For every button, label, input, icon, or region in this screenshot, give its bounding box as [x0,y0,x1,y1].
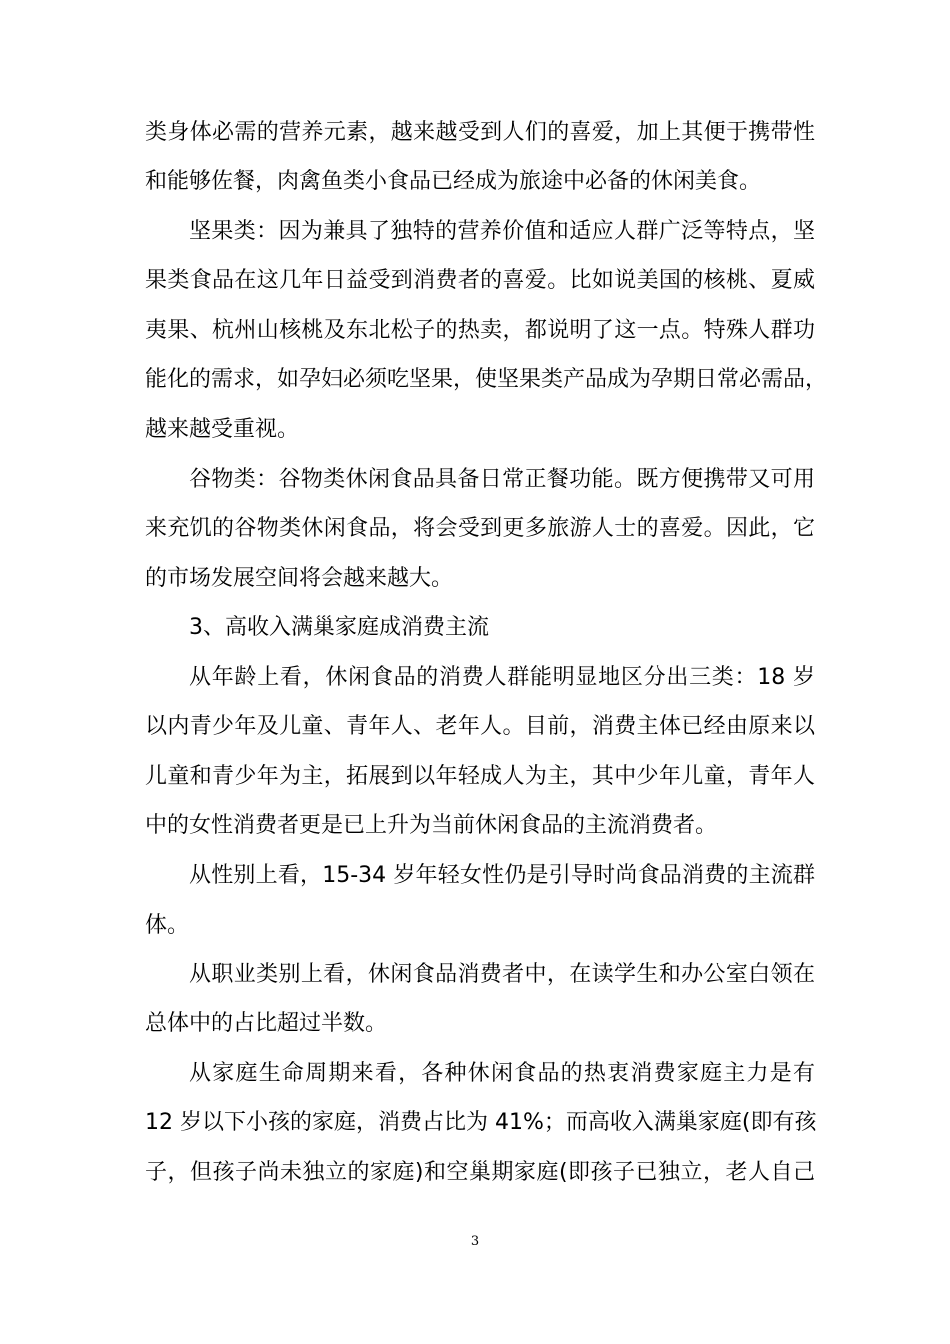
paragraph-line: 体。 [145,913,190,938]
paragraph-line: 从职业类别上看，休闲食品消费者中，在读学生和办公室白领在 [189,962,815,987]
paragraph-line: 从年龄上看，休闲食品的消费人群能明显地区分出三类：18 岁 [189,665,815,690]
paragraph-line: 夷果、杭州山核桃及东北松子的热卖，都说明了这一点。特殊人群功 [145,318,815,343]
paragraph-line: 和能够佐餐，肉禽鱼类小食品已经成为旅途中必备的休闲美食。 [145,169,762,194]
paragraph-line: 谷物类：谷物类休闲食品具备日常正餐功能。既方便携带又可用 [189,467,815,492]
paragraph-line: 能化的需求，如孕妇必须吃坚果，使坚果类产品成为孕期日常必需品， [145,367,828,392]
paragraph-line: 类身体必需的营养元素，越来越受到人们的喜爱，加上其便于携带性 [145,120,815,145]
paragraph-line: 越来越受重视。 [145,417,300,442]
paragraph-line: 从家庭生命周期来看，各种休闲食品的热衷消费家庭主力是有 [189,1061,815,1086]
paragraph-line: 12 岁以下小孩的家庭，消费占比为 41%；而高收入满巢家庭(即有孩 [145,1110,817,1135]
paragraph-line: 以内青少年及儿童、青年人、老年人。目前，消费主体已经由原来以 [145,714,815,739]
paragraph-line: 从性别上看，15-34 岁年轻女性仍是引导时尚食品消费的主流群 [189,863,815,888]
paragraph-line: 果类食品在这几年日益受到消费者的喜爱。比如说美国的核桃、夏威 [145,268,815,293]
paragraph-line: 总体中的占比超过半数。 [145,1011,388,1036]
paragraph-line: 来充饥的谷物类休闲食品，将会受到更多旅游人士的喜爱。因此，它 [145,516,815,541]
paragraph-line: 子，但孩子尚未独立的家庭)和空巢期家庭(即孩子已独立，老人自己 [145,1160,815,1185]
paragraph-line: 儿童和青少年为主，拓展到以年轻成人为主，其中少年儿童，青年人 [145,764,815,789]
section-heading: 3、高收入满巢家庭成消费主流 [189,615,489,640]
paragraph-line: 的市场发展空间将会越来越大。 [145,566,454,591]
page-number: 3 [470,1234,480,1249]
paragraph-line: 中的女性消费者更是已上升为当前休闲食品的主流消费者。 [145,813,718,838]
paragraph-line: 坚果类：因为兼具了独特的营养价值和适应人群广泛等特点，坚 [189,219,815,244]
